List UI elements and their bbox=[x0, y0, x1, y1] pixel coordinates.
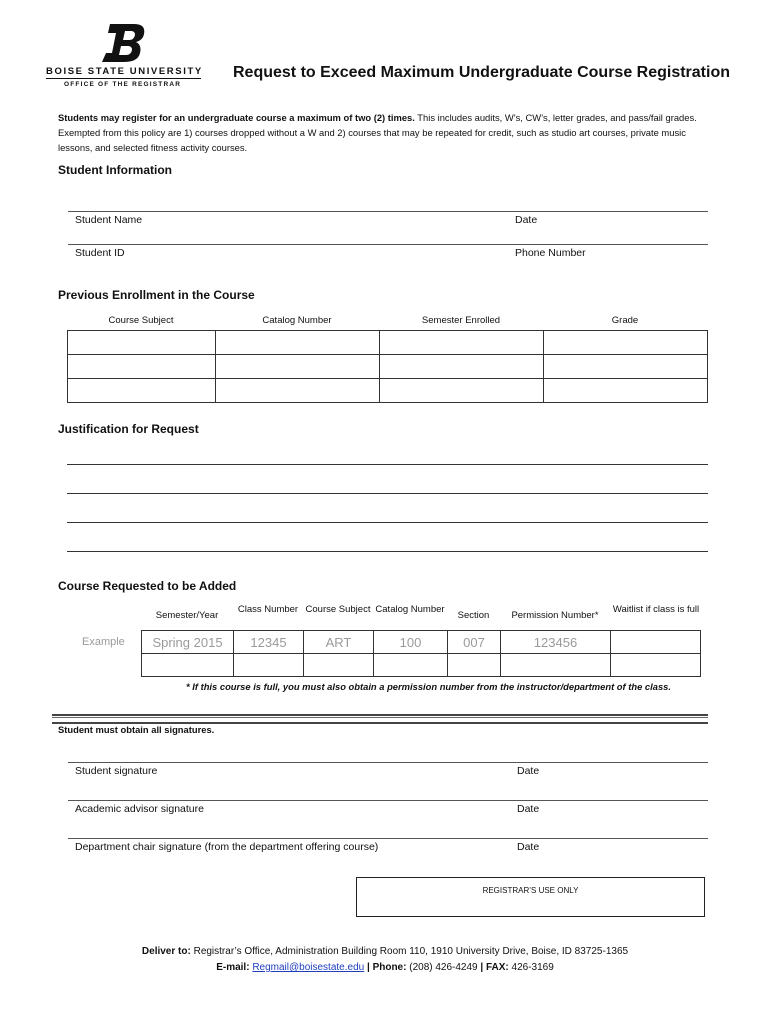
date-label: Date bbox=[515, 214, 538, 226]
student-id-label: Student ID bbox=[75, 247, 125, 259]
col-semester-enrolled: Semester Enrolled bbox=[421, 315, 501, 326]
col-class-number: Class Number bbox=[237, 604, 299, 615]
table-cell[interactable] bbox=[380, 331, 544, 355]
policy-intro-rest: This includes audits, W’s, CW’s, letter grades, and pass/fail grades. Exempted from this policy are 1) courses dropped without a W and 2) courses that may be repeated for credit, such as studio art courses, private music lessons, and selected fitness activity courses. bbox=[58, 112, 697, 153]
previous-enrollment-heading: Previous Enrollment in the Course bbox=[58, 288, 255, 302]
email-label: E-mail: bbox=[216, 962, 250, 973]
table-row bbox=[142, 654, 701, 677]
student-info-heading: Student Information bbox=[58, 163, 172, 177]
col-grade: Grade bbox=[611, 315, 639, 326]
table-cell[interactable] bbox=[142, 654, 234, 677]
col-waitlist: Waitlist if class is full bbox=[612, 604, 700, 615]
table-cell[interactable] bbox=[544, 379, 708, 403]
table-row bbox=[68, 355, 708, 379]
university-logo bbox=[100, 22, 148, 64]
contact-sep-1: | bbox=[364, 962, 373, 973]
signature-top-rule bbox=[68, 762, 708, 763]
example-waitlist bbox=[611, 631, 701, 654]
phone-value: (208) 426-4249 bbox=[409, 962, 478, 973]
justification-line-1[interactable] bbox=[67, 464, 708, 465]
registrar-use-label: REGISTRAR’S USE ONLY bbox=[482, 886, 579, 895]
document-title: Request to Exceed Maximum Undergraduate Course Registration bbox=[233, 64, 730, 81]
justification-line-2[interactable] bbox=[67, 493, 708, 494]
col-course-subject-req: Course Subject bbox=[305, 604, 371, 615]
example-semester: Spring 2015 bbox=[142, 631, 234, 654]
example-course-subject: ART bbox=[304, 631, 374, 654]
fax-value: 426-3169 bbox=[511, 962, 554, 973]
fax-label: FAX: bbox=[485, 962, 509, 973]
table-cell[interactable] bbox=[216, 331, 380, 355]
section-divider bbox=[52, 714, 708, 724]
justification-line-3[interactable] bbox=[67, 522, 708, 523]
table-cell[interactable] bbox=[448, 654, 501, 677]
table-cell[interactable] bbox=[380, 379, 544, 403]
contact-info bbox=[60, 962, 710, 973]
table-cell[interactable] bbox=[380, 355, 544, 379]
course-requested-table bbox=[141, 630, 701, 677]
previous-enrollment-table bbox=[67, 330, 708, 403]
course-requested-heading: Course Requested to be Added bbox=[58, 579, 237, 593]
deliver-label: Deliver to: bbox=[141, 946, 191, 957]
example-label: Example bbox=[82, 636, 125, 648]
advisor-signature-date-label: Date bbox=[517, 803, 540, 815]
university-name: BOISE STATE UNIVERSITY bbox=[46, 66, 203, 77]
advisor-signature-field[interactable] bbox=[68, 838, 708, 839]
table-cell[interactable] bbox=[544, 331, 708, 355]
table-cell[interactable] bbox=[234, 654, 304, 677]
table-cell[interactable] bbox=[68, 355, 216, 379]
table-cell[interactable] bbox=[374, 654, 448, 677]
delivery-info bbox=[60, 946, 710, 957]
registrar-use-box bbox=[356, 877, 705, 917]
header-divider bbox=[46, 78, 201, 79]
table-cell[interactable] bbox=[68, 379, 216, 403]
permission-footnote: * If this course is full, you must also obtain a permission number from the instructor/department of the class. bbox=[186, 681, 671, 692]
col-section: Section bbox=[457, 610, 490, 621]
justification-line-4[interactable] bbox=[67, 551, 708, 552]
table-cell[interactable] bbox=[216, 379, 380, 403]
phone-number-label: Phone Number bbox=[515, 247, 586, 259]
table-cell[interactable] bbox=[611, 654, 701, 677]
policy-intro bbox=[58, 110, 708, 155]
advisor-signature-label: Academic advisor signature bbox=[75, 803, 204, 815]
chair-signature-date-label: Date bbox=[517, 841, 540, 853]
justification-heading: Justification for Request bbox=[58, 422, 199, 436]
table-cell[interactable] bbox=[544, 355, 708, 379]
table-row bbox=[68, 331, 708, 355]
table-cell[interactable] bbox=[68, 331, 216, 355]
table-row-example bbox=[142, 631, 701, 654]
deliver-address: Registrar’s Office, Administration Building Room 110, 1910 University Drive, Boise, ID 83725-1365 bbox=[190, 946, 629, 957]
student-signature-label: Student signature bbox=[75, 765, 158, 777]
col-permission-number: Permission Number* bbox=[511, 610, 599, 621]
example-class-number: 12345 bbox=[234, 631, 304, 654]
student-info-top-rule bbox=[68, 211, 708, 212]
example-catalog-number: 100 bbox=[374, 631, 448, 654]
boise-state-b-logo-icon bbox=[100, 22, 148, 64]
email-link[interactable]: Regmail@boisestate.edu bbox=[252, 962, 365, 973]
student-signature-field[interactable] bbox=[68, 800, 708, 801]
student-signature-date-label: Date bbox=[517, 765, 540, 777]
col-course-subject: Course Subject bbox=[108, 315, 174, 326]
table-cell[interactable] bbox=[501, 654, 611, 677]
col-catalog-number-req: Catalog Number bbox=[375, 604, 445, 615]
contact-sep-2: | bbox=[477, 962, 486, 973]
table-cell[interactable] bbox=[216, 355, 380, 379]
chair-signature-label: Department chair signature (from the department offering course) bbox=[75, 841, 379, 853]
policy-intro-bold: Students may register for an undergraduate course a maximum of two (2) times. bbox=[58, 112, 415, 123]
student-name-label: Student Name bbox=[75, 214, 143, 226]
col-catalog-number: Catalog Number bbox=[262, 315, 332, 326]
office-name: OFFICE OF THE REGISTRAR bbox=[64, 81, 182, 88]
example-section: 007 bbox=[448, 631, 501, 654]
table-row bbox=[68, 379, 708, 403]
table-cell[interactable] bbox=[304, 654, 374, 677]
phone-label: Phone: bbox=[372, 962, 407, 973]
student-name-field[interactable] bbox=[68, 244, 708, 245]
example-permission: 123456 bbox=[501, 631, 611, 654]
col-semester-year: Semester/Year bbox=[155, 610, 219, 621]
signature-notice: Student must obtain all signatures. bbox=[58, 724, 215, 735]
